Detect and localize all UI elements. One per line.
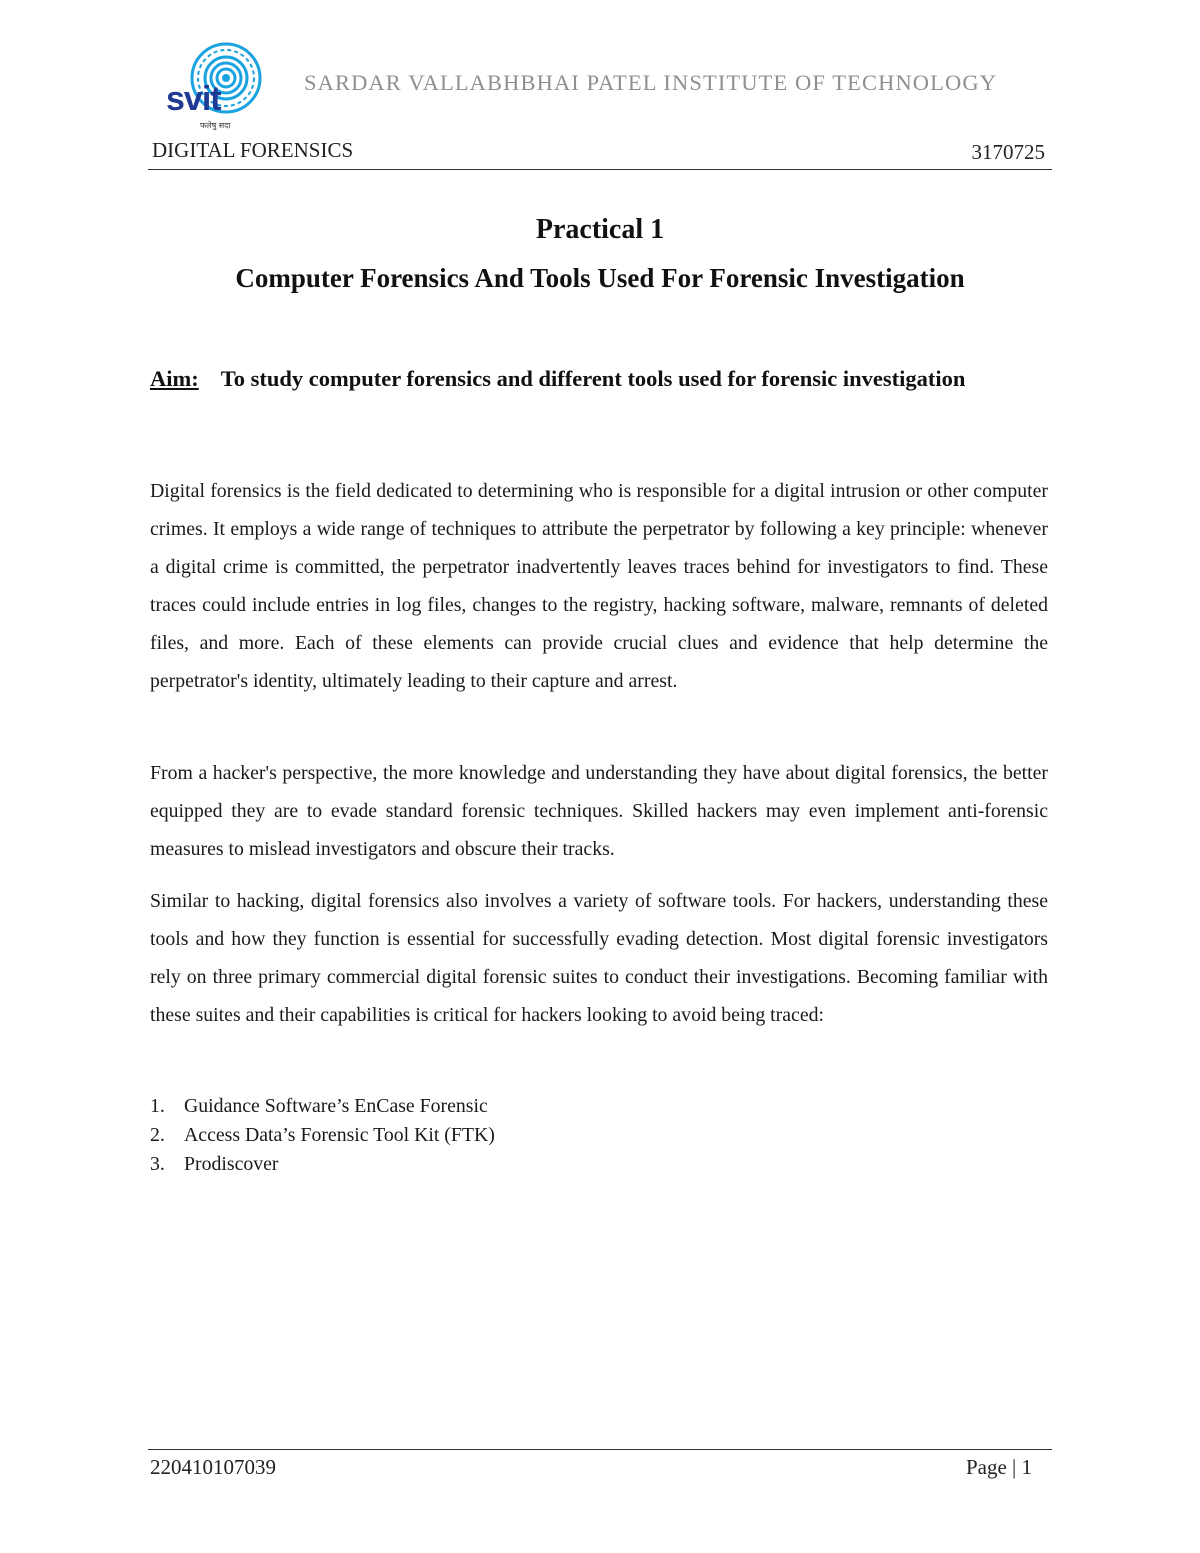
institute-name: SARDAR VALLABHBHAI PATEL INSTITUTE OF TECHNOLOGY (304, 70, 998, 95)
svit-logo (160, 40, 272, 132)
page-number: Page | 1 (965, 1455, 1032, 1479)
subject-name: DIGITAL FORENSICS (152, 138, 354, 162)
paragraph-hacker-perspective: From a hacker's perspective, the more knowledge and understanding they have about digital forensics, the better equipped they are to evade standard forensic techniques. Skilled hackers may even implement anti-forensic measures to mislead investigators and obscure their tracks. (150, 762, 1048, 860)
aim-text: To study computer forensics and different tools used for forensic investigation (220, 366, 966, 391)
paragraph-intro: Digital forensics is the field dedicated to determining who is responsible for a digital intrusion or other computer crimes. It employs a wide range of techniques to attribute the perpetrator by following a key principle: whenever a digital crime is committed, the perpetrator inadvertently leaves traces behind for investigators to find. These traces could include entries in log files, changes to the registry, hacking software, malware, remnants of deleted files, and more. Each of these elements can provide crucial clues and evidence that help determine the perpetrator's identity, ultimately leading to their capture and arrest. (150, 480, 1048, 692)
paragraph-tools: Similar to hacking, digital forensics also involves a variety of software tools. For hackers, understanding these tools and how they function is essential for successfully evading detection. Most digital forensic investigators rely on three primary commercial digital forensic suites to conduct their investigations. Becoming familiar with these suites and their capabilities is critical for hackers looking to avoid being traced: (150, 890, 1048, 1026)
enrollment-number: 220410107039 (150, 1455, 276, 1479)
header-divider (148, 169, 1052, 170)
aim-label: Aim: (150, 366, 199, 391)
list-item-number: 3. (150, 1153, 165, 1175)
logo-wordmark: svit (166, 80, 221, 118)
practical-number: Practical 1 (535, 214, 665, 245)
list-item-text: Access Data’s Forensic Tool Kit (FTK) (184, 1124, 495, 1146)
tools-list (150, 1092, 495, 1179)
list-item (150, 1121, 495, 1150)
footer-divider (148, 1449, 1052, 1450)
list-item-number: 1. (150, 1095, 165, 1117)
logo-tagline: फलेषु सदा (200, 121, 231, 130)
list-item-text: Prodiscover (184, 1153, 279, 1175)
list-item (150, 1092, 495, 1121)
subject-code: 3170725 (971, 140, 1045, 164)
list-item-number: 2. (150, 1124, 165, 1146)
aim-line (150, 366, 965, 392)
list-item-text: Guidance Software’s EnCase Forensic (184, 1095, 488, 1117)
list-item (150, 1150, 495, 1179)
practical-title: Computer Forensics And Tools Used For Forensic Investigation (235, 263, 965, 293)
